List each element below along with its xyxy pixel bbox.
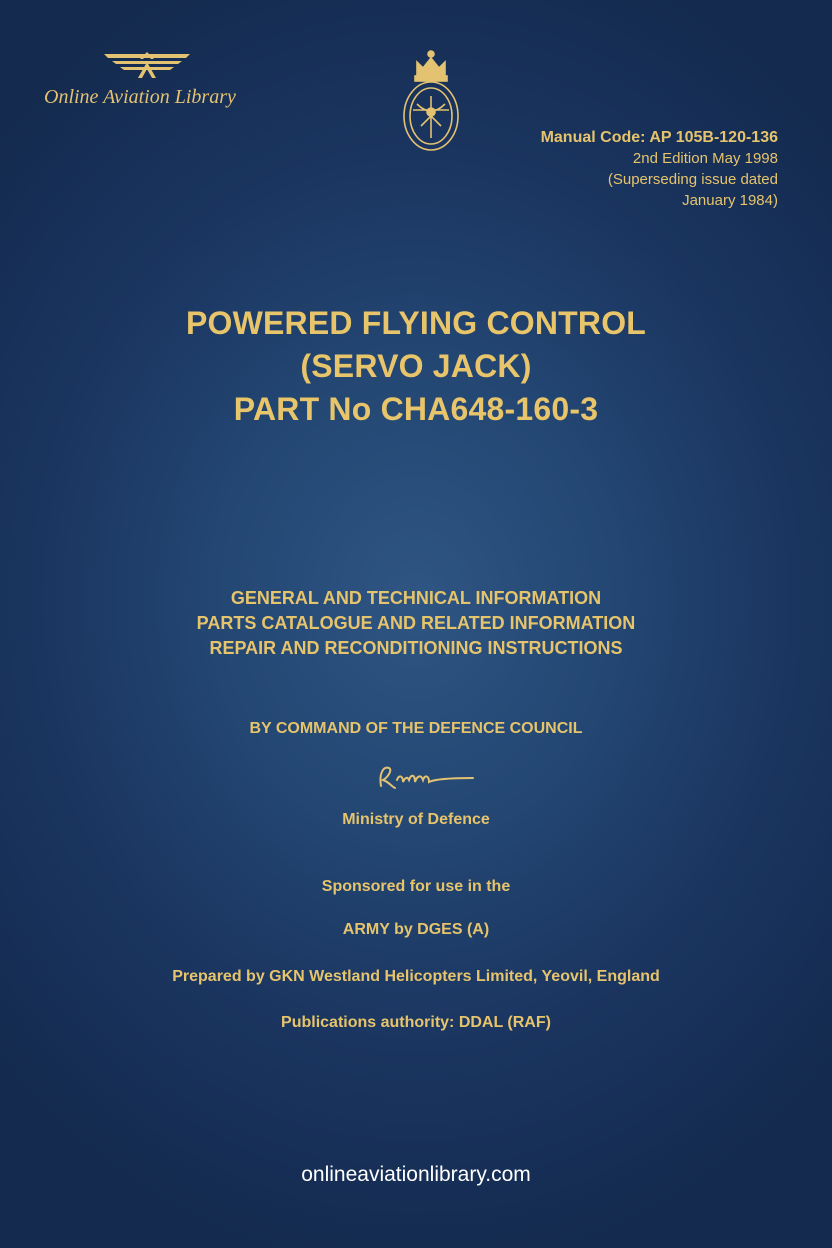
publications-authority: Publications authority: DDAL (RAF)	[281, 1014, 551, 1031]
manual-code: Manual Code: AP 105B-120-136	[540, 129, 778, 146]
royal-crest-icon	[399, 46, 463, 156]
logo-text: Online Aviation Library	[44, 86, 236, 108]
logo	[40, 50, 270, 120]
manual-info	[541, 127, 778, 211]
sponsor-line-2: ARMY by DGES (A)	[342, 921, 490, 938]
sponsor-line-1: Sponsored for use in the	[321, 878, 511, 895]
contents-line-2: PARTS CATALOGUE AND RELATED INFORMATION	[196, 613, 636, 633]
document-title	[0, 302, 832, 431]
contents-line-3: REPAIR AND RECONDITIONING INSTRUCTIONS	[209, 638, 623, 658]
edition: 2nd Edition May 1998	[632, 150, 778, 167]
contents-line-1: GENERAL AND TECHNICAL INFORMATION	[230, 588, 602, 608]
wings-icon	[102, 50, 192, 82]
supersede-line-1: (Superseding issue dated	[607, 171, 778, 188]
title-line-3: PART No CHA648-160-3	[233, 391, 599, 427]
prepared-by: Prepared by GKN Westland Helicopters Limited, Yeovil, England	[172, 968, 660, 985]
footer-url[interactable]: onlineaviationlibrary.com	[301, 1163, 531, 1186]
command-line: BY COMMAND OF THE DEFENCE COUNCIL	[249, 720, 583, 737]
signature	[373, 756, 483, 796]
title-line-1: POWERED FLYING CONTROL	[185, 305, 647, 341]
document-contents	[0, 586, 832, 661]
ministry: Ministry of Defence	[342, 811, 490, 828]
supersede-line-2: January 1984)	[682, 192, 778, 209]
title-line-2: (SERVO JACK)	[300, 348, 532, 384]
